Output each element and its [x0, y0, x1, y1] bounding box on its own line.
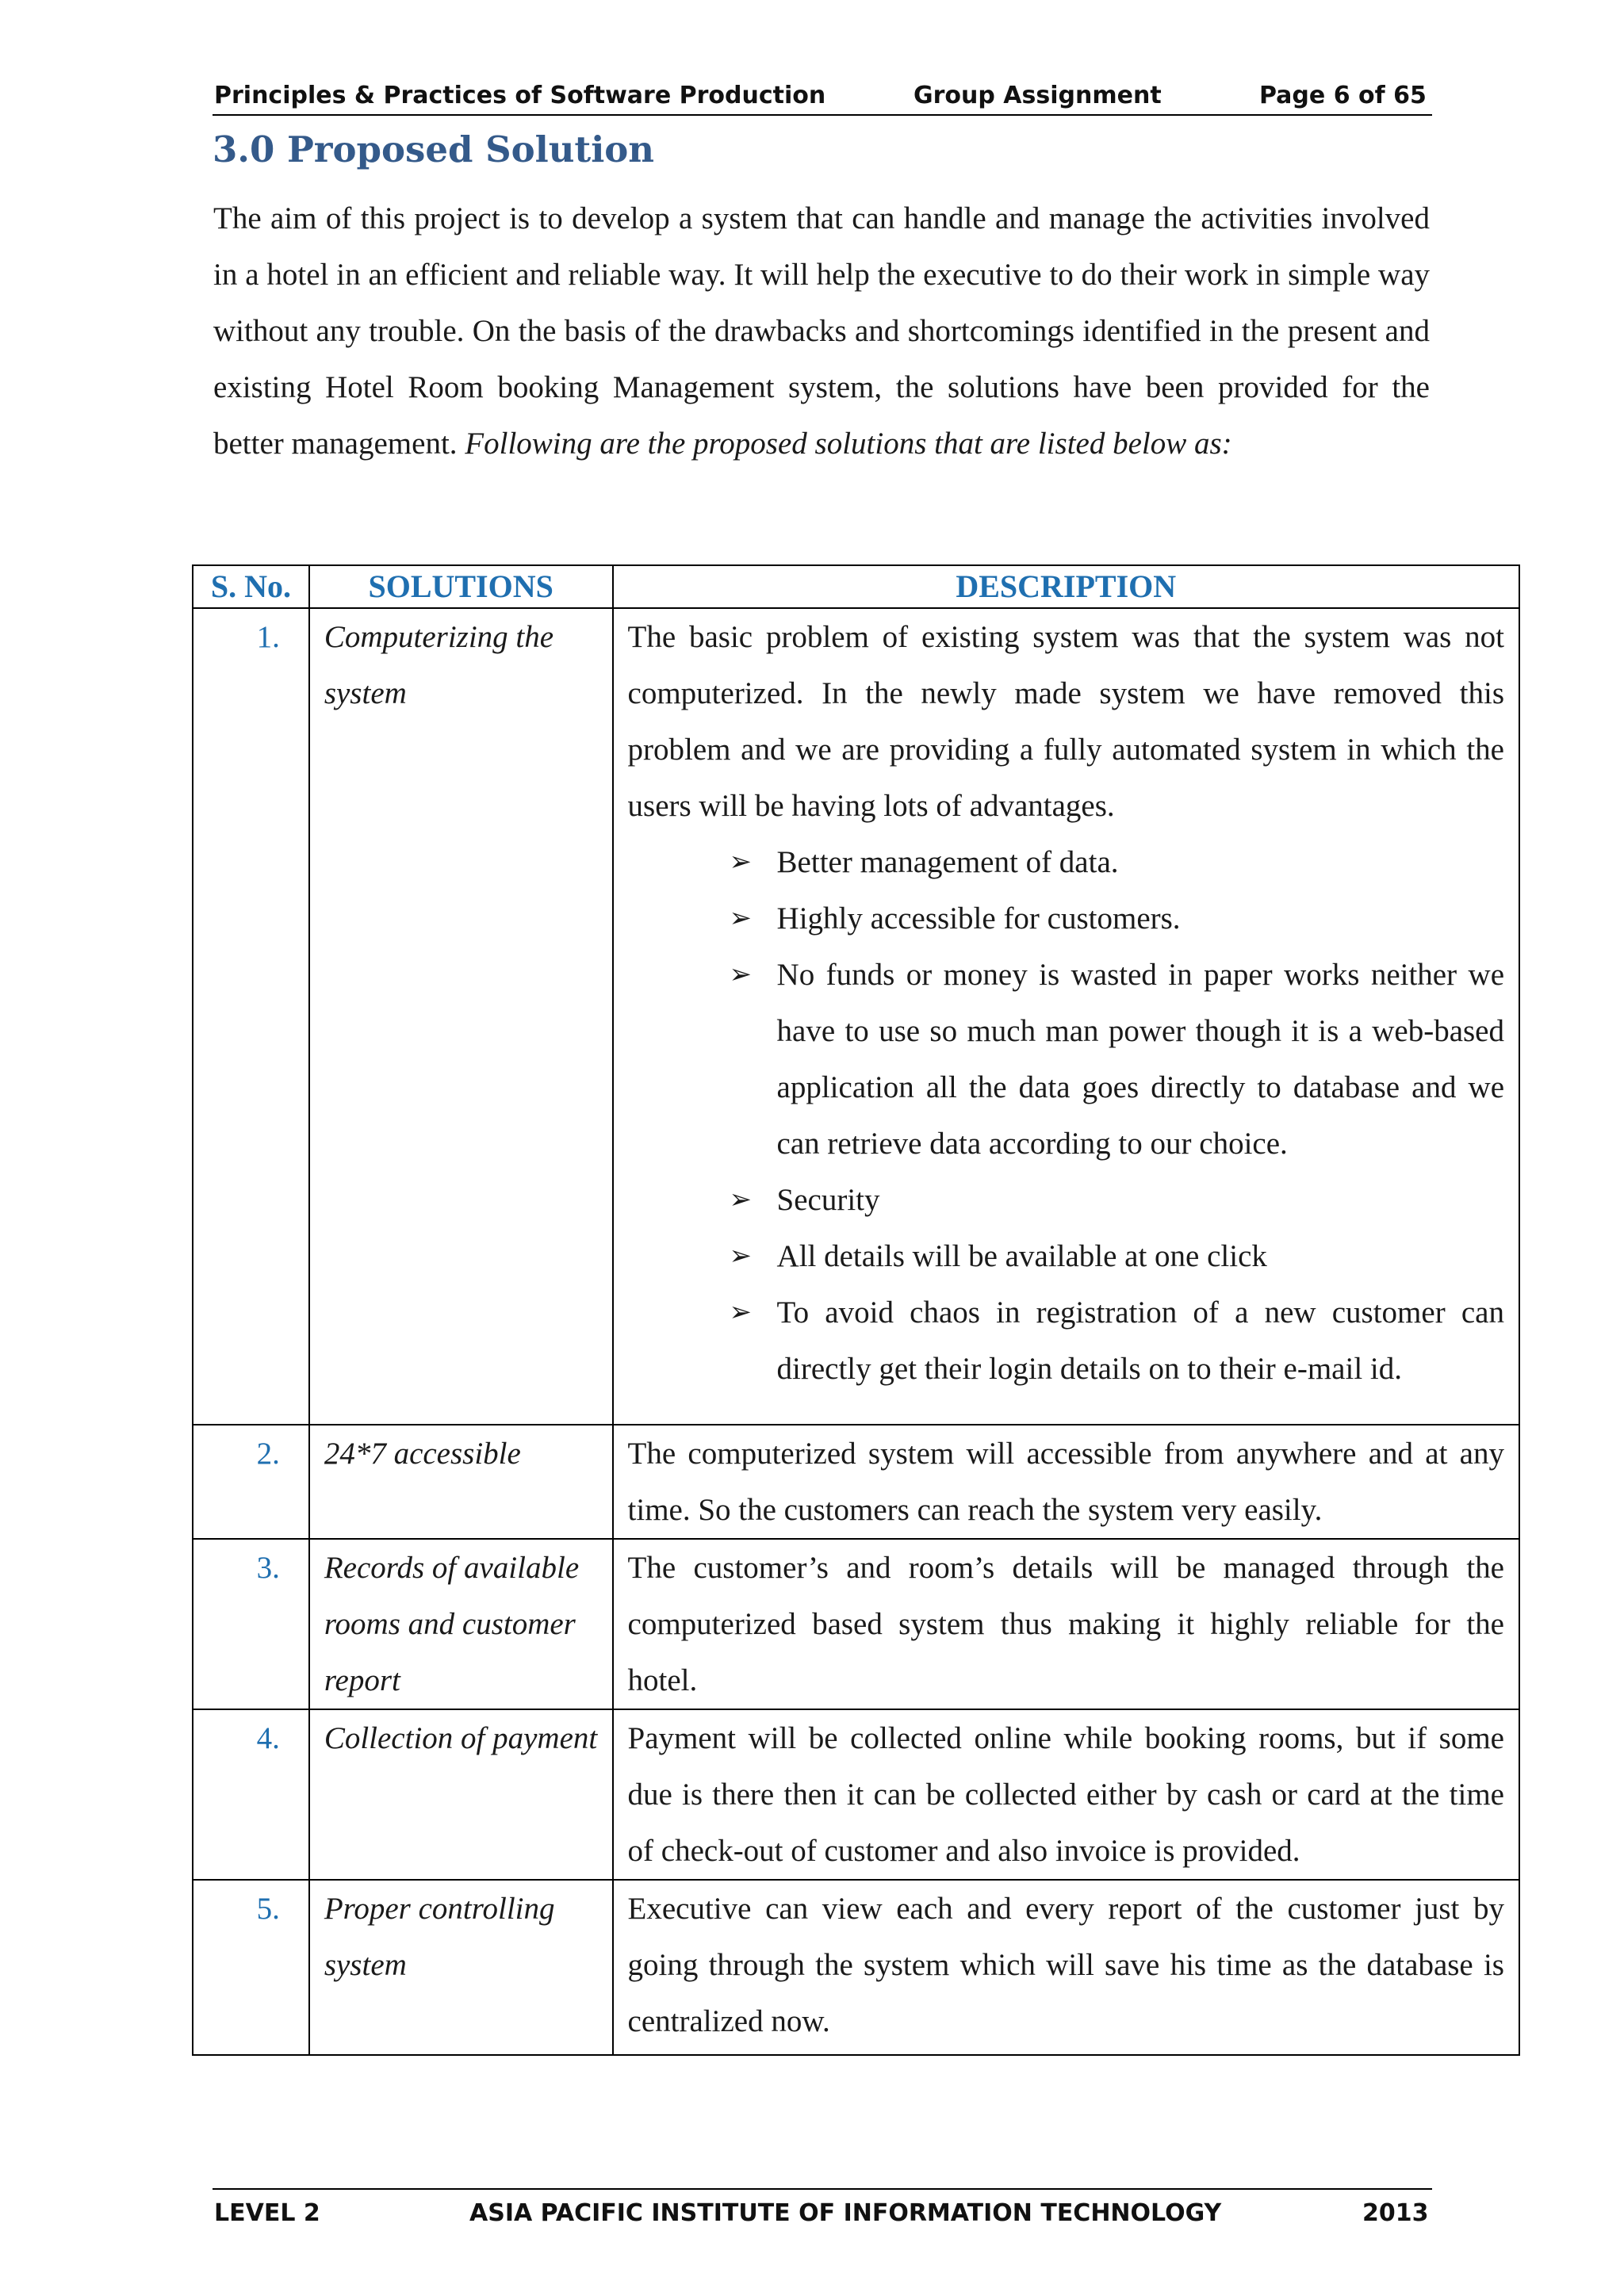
row-sno: 5.	[193, 1880, 309, 2055]
row-solution: Computerizing the system	[309, 608, 613, 1425]
header-description: DESCRIPTION	[613, 565, 1519, 608]
page-footer	[213, 2188, 1432, 2229]
row-description: Executive can view each and every report of the customer just by going through the system which will save his time as the database is centralized now.	[613, 1880, 1519, 2055]
row-description: The customer’s and room’s details will be managed through the computerized based system thus making it highly reliable for the hotel.	[613, 1539, 1519, 1709]
header-assignment-type: Group Assignment	[914, 82, 1162, 109]
row-solution: Records of available rooms and customer report	[309, 1539, 613, 1709]
footer-institute: ASIA PACIFIC INSTITUTE OF INFORMATION TECHNOLOGY	[469, 2199, 1222, 2227]
list-item: ➢ Security	[730, 1172, 1504, 1228]
header-sno: S. No.	[193, 565, 309, 608]
list-item: ➢ Better management of data.	[730, 834, 1504, 890]
table-row	[193, 1880, 1519, 2055]
arrowhead-bullet-icon: ➢	[729, 1296, 753, 1328]
row-solution: 24*7 accessible	[309, 1425, 613, 1539]
row-sno: 4.	[193, 1709, 309, 1880]
arrowhead-bullet-icon: ➢	[729, 959, 753, 990]
header-solutions: SOLUTIONS	[309, 565, 613, 608]
intro-italic-text: Following are the proposed solutions that are listed below as:	[465, 427, 1232, 461]
list-item: ➢ All details will be available at one click	[730, 1228, 1504, 1284]
row-description-text: The basic problem of existing system was that the system was not computerized. In the newly made system we have removed this problem and we are providing a fully automated system in which the users will be having lots of advantages.	[627, 620, 1504, 823]
list-item: ➢ To avoid chaos in registration of a new customer can directly get their login details on to their e-mail id.	[730, 1284, 1504, 1397]
row-sno: 3.	[193, 1539, 309, 1709]
row-description: The computerized system will accessible from anywhere and at any time. So the customers can reach the system very easily.	[613, 1425, 1519, 1539]
row-description: Payment will be collected online while booking rooms, but if some due is there then it can be collected either by cash or card at the time of check-out of customer and also invoice is provided.	[613, 1709, 1519, 1880]
header-course-title: Principles & Practices of Software Production	[214, 82, 826, 109]
footer-year: 2013	[1362, 2199, 1429, 2227]
list-item: ➢ No funds or money is wasted in paper works neither we have to use so much man power though it is a web-based application all the data goes directly to database and we can retrieve data according to our choice.	[730, 947, 1504, 1172]
arrowhead-bullet-icon: ➢	[729, 846, 753, 878]
row-solution: Proper controlling system	[309, 1880, 613, 2055]
table-row	[193, 1709, 1519, 1880]
table-row	[193, 608, 1519, 1425]
row-solution: Collection of payment	[309, 1709, 613, 1880]
intro-paragraph	[213, 190, 1430, 472]
arrowhead-bullet-icon: ➢	[729, 1240, 753, 1272]
arrowhead-bullet-icon: ➢	[729, 902, 753, 934]
row-sno: 1.	[193, 608, 309, 1425]
table-row	[193, 1539, 1519, 1709]
page-header	[213, 76, 1432, 116]
section-title: 3.0 Proposed Solution	[213, 128, 655, 170]
table-header-row	[193, 565, 1519, 608]
intro-text: The aim of this project is to develop a system that can handle and manage the activities involved in a hotel in an efficient and reliable way. It will help the executive to do their work in simple way without any trouble. On the basis of the drawbacks and shortcomings identified in the present and existing Hotel Room booking Management system, the solutions have been provided for the better management.	[213, 201, 1430, 461]
solutions-table	[192, 564, 1520, 2056]
row-sno: 2.	[193, 1425, 309, 1539]
row-description	[613, 608, 1519, 1425]
footer-level: LEVEL 2	[214, 2199, 320, 2227]
arrowhead-bullet-icon: ➢	[729, 1184, 753, 1215]
list-item: ➢ Highly accessible for customers.	[730, 890, 1504, 947]
header-page-number: Page 6 of 65	[1259, 82, 1427, 109]
table-row	[193, 1425, 1519, 1539]
advantages-list	[628, 834, 1504, 1397]
